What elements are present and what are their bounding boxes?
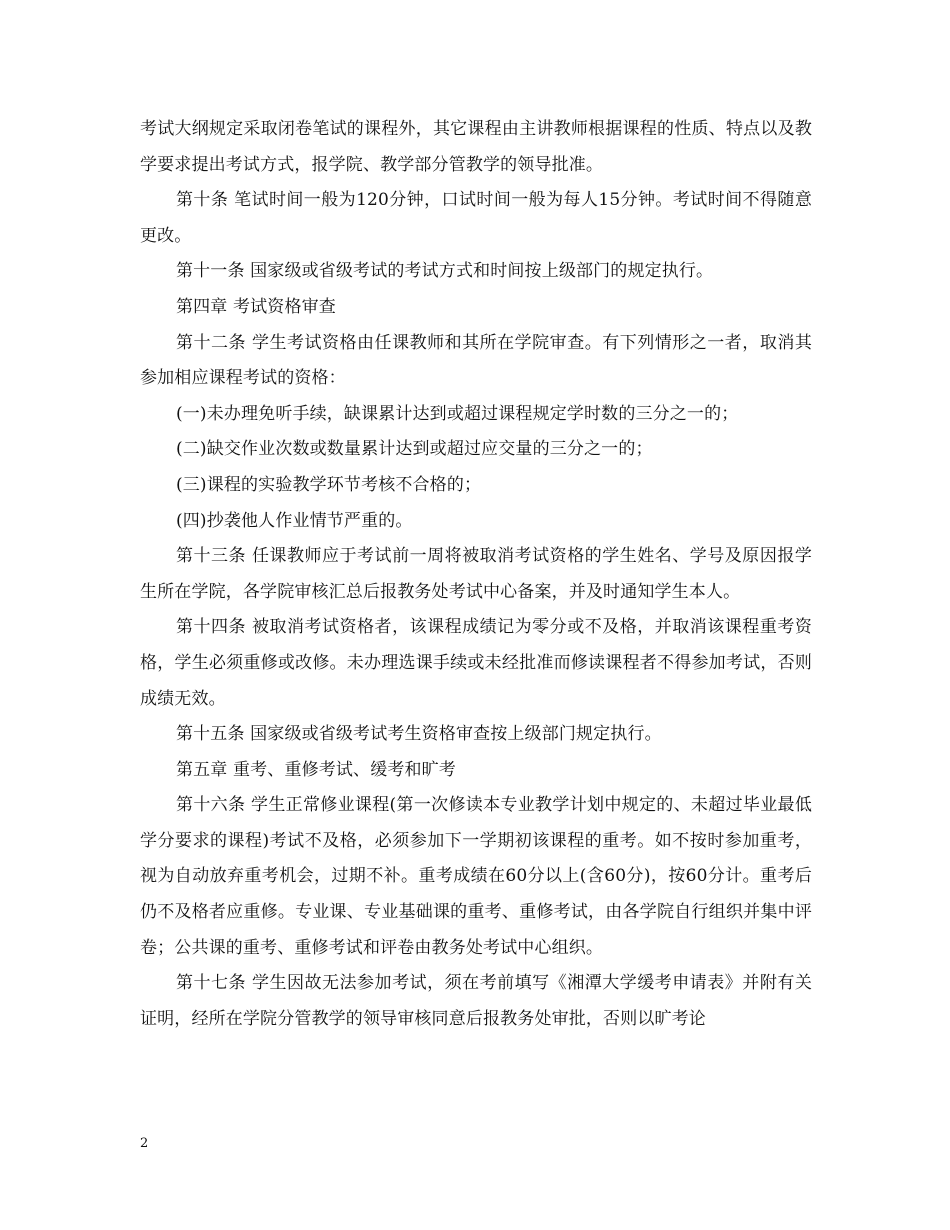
list-item-3: (三)课程的实验教学环节考核不合格的；: [176, 474, 482, 495]
paragraph-article-15: 第十五条 国家级或省级考试考生资格审查按上级部门规定执行。: [176, 724, 662, 745]
paragraph-article-17: 第十七条 学生因故无法参加考试，须在考前填写《湘潭大学缓考申请表》并附有关证明，经所在学院分管教学的领导审核同意后报教务处审批，否则以旷考论: [140, 973, 812, 1029]
paragraph-article-10: 第十条 笔试时间一般为120分钟，口试时间一般为每人15分钟。考试时间不得随意更改。: [140, 190, 812, 246]
list-item-2: (二)缺交作业次数或数量累计达到或超过应交量的三分之一的；: [176, 439, 653, 460]
paragraph-article-14: 第十四条 被取消考试资格者，该课程成绩记为零分或不及格，并取消该课程重考资格，学生必须重修或改修。未办理选课手续或未经批准而修读课程者不得参加考试，否则成绩无效。: [140, 617, 812, 709]
document-body: [140, 112, 812, 1037]
page-number: 2: [140, 1136, 149, 1151]
paragraph-article-12: 第十二条 学生考试资格由任课教师和其所在学院审查。有下列情形之一者，取消其参加相应课程考试的资格：: [140, 332, 812, 389]
list-item-1: (一)未办理免听手续，缺课累计达到或超过课程规定学时数的三分之一的；: [176, 403, 739, 424]
list-item-4: (四)抄袭他人作业情节严重的。: [176, 510, 413, 531]
paragraph-article-11: 第十一条 国家级或省级考试的考试方式和时间按上级部门的规定执行。: [176, 261, 714, 282]
chapter-heading-4: 第四章 考试资格审查: [176, 296, 336, 317]
paragraph-article-13: 第十三条 任课教师应于考试前一周将被取消考试资格的学生姓名、学号及原因报学生所在学院，各学院审核汇总后报教务处考试中心备案，并及时通知学生本人。: [140, 546, 812, 602]
paragraph-article-16: 第十六条 学生正常修业课程(第一次修读本专业教学计划中规定的、未超过毕业最低学分要求的课程)考试不及格，必须参加下一学期初该课程的重考。如不按时参加重考，视为自动放弃重考机会，过期不补。重考成绩在60分以上(含60分)，按60分计。重考后仍不及格者应重修。专业课、专业基础课的重考、重修考试，由各学院自行组织并集中评卷；公共课的重考、重修考试和评卷由教务处考试中心组织。: [140, 795, 812, 958]
chapter-heading-5: 第五章 重考、重修考试、缓考和旷考: [176, 759, 456, 780]
paragraph-continuation: 考试大纲规定采取闭卷笔试的课程外，其它课程由主讲教师根据课程的性质、特点以及教学要求提出考试方式，报学院、教学部分管教学的领导批准。: [140, 119, 812, 175]
